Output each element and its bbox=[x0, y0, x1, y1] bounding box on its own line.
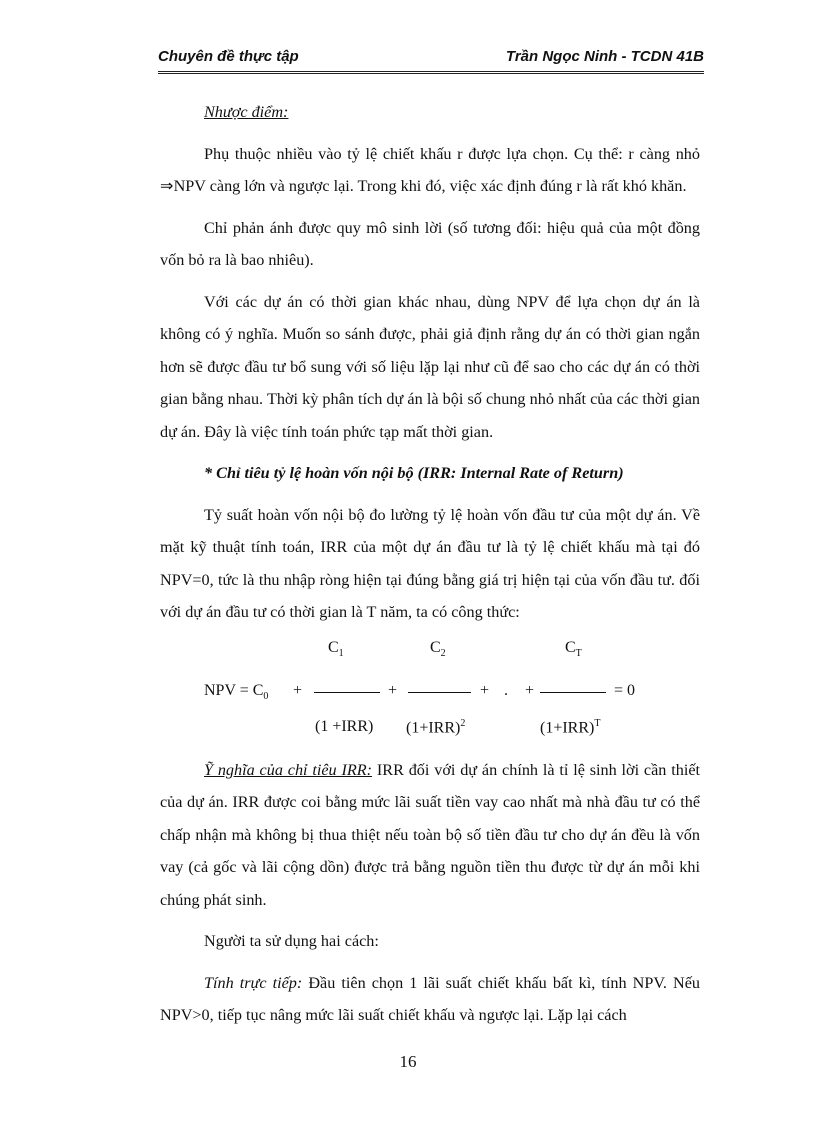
paragraph-4: Tỷ suất hoàn vốn nội bộ đo lường tỷ lệ hoàn vốn đầu tư của một dự án. Về mặt kỹ thuật tính toán, IRR của một dự án đầu tư là tỷ lệ chiết khấu mà tại đó NPV=0, tức là thu nhập ròng hiện tại đúng bằng giá trị hiện tại của vốn đầu tư. đối với dự án đầu tư có thời gian là T năm, ta có công thức: bbox=[160, 505, 700, 621]
direct-label: Tính trực tiếp: bbox=[204, 973, 303, 992]
paragraph-7 bbox=[160, 967, 700, 1032]
fraction-bar-3 bbox=[540, 692, 606, 693]
paragraph-1: Phụ thuộc nhiều vào tỷ lệ chiết khấu r được lựa chọn. Cụ thể: r càng nhỏ ⇒NPV càng lớn và ngược lại. Trong khi đó, việc xác định đúng r là rất khó khăn. bbox=[160, 144, 700, 195]
plus-3: + bbox=[480, 681, 490, 699]
nhuoc-diem-heading bbox=[160, 96, 700, 129]
nhuoc-diem-label: Nhược điểm: bbox=[204, 103, 289, 121]
denominator-3: $(1+IRR)^T$ bbox=[540, 717, 601, 736]
numerator-ct: $C_T$ bbox=[565, 638, 582, 659]
page-content bbox=[160, 96, 700, 1041]
numerator-c1: $C_1$ bbox=[328, 638, 344, 659]
paragraph-3: Với các dự án có thời gian khác nhau, dùng NPV để lựa chọn dự án là không có ý nghĩa. Muốn so sánh được, phải giả định rằng dự án có thời gian ngắn hơn sẽ được đầu tư bổ sung với số liệu lặp lại như cũ để sao cho các dự án có thời gian bằng nhau. Thời kỳ phân tích dự án là bội số chung nhỏ nhất của các thời gian dự án. Đây là việc tính toán phức tạp mất thời gian. bbox=[160, 292, 700, 441]
dot-ellipsis: . bbox=[504, 681, 508, 699]
meaning-text: IRR đối với dự án chính là tỉ lệ sinh lời cần thiết của dự án. IRR được coi bằng mức lãi suất tiền vay cao nhất mà nhà đầu tư có thể chấp nhận mà không bị thua thiệt nếu toàn bộ số tiền đầu tư cho dự án đều là vốn vay (cả gốc và lãi cộng dồn) được trả bằng nguồn tiền thu được từ dự án mỗi khi chúng phát sinh. bbox=[160, 760, 700, 909]
denominator-1: (1 +IRR) bbox=[315, 717, 374, 735]
formula-equals: = 0 bbox=[614, 681, 636, 699]
header-left: Chuyên đề thực tập bbox=[158, 48, 299, 65]
formula-lhs: NPV = $C_0$ bbox=[204, 681, 269, 702]
irr-formula bbox=[160, 638, 700, 742]
paragraph-5 bbox=[160, 754, 700, 917]
plus-2: + bbox=[388, 681, 398, 699]
numerator-c2: $C_2$ bbox=[430, 638, 446, 659]
paragraph-6: Người ta sử dụng hai cách: bbox=[204, 932, 379, 950]
page-header bbox=[158, 40, 704, 74]
page-number: 16 bbox=[399, 1052, 417, 1071]
direct-text: Đầu tiên chọn 1 lãi suất chiết khấu bất kì, tính NPV. Nếu NPV>0, tiếp tục nâng mức lãi suất chiết khấu và ngược lại. Lặp lại cách bbox=[160, 973, 700, 1024]
denominator-2: $(1+IRR)^2$ bbox=[406, 717, 466, 736]
plus-1: + bbox=[293, 681, 303, 699]
meaning-label: Ỹ nghĩa của chỉ tiêu IRR: bbox=[204, 760, 373, 779]
header-right: Trần Ngọc Ninh - TCDN 41B bbox=[505, 48, 704, 65]
fraction-bar-2 bbox=[408, 692, 471, 693]
plus-4: + bbox=[525, 681, 535, 699]
paragraph-2: Chỉ phản ánh được quy mô sinh lời (số tương đối: hiệu quả của một đồng vốn bỏ ra là bao nhiêu). bbox=[160, 218, 700, 269]
fraction-bar-1 bbox=[314, 692, 380, 693]
irr-heading: * Chỉ tiêu tỷ lệ hoàn vốn nội bộ (IRR: Internal Rate of Return) bbox=[204, 464, 624, 482]
